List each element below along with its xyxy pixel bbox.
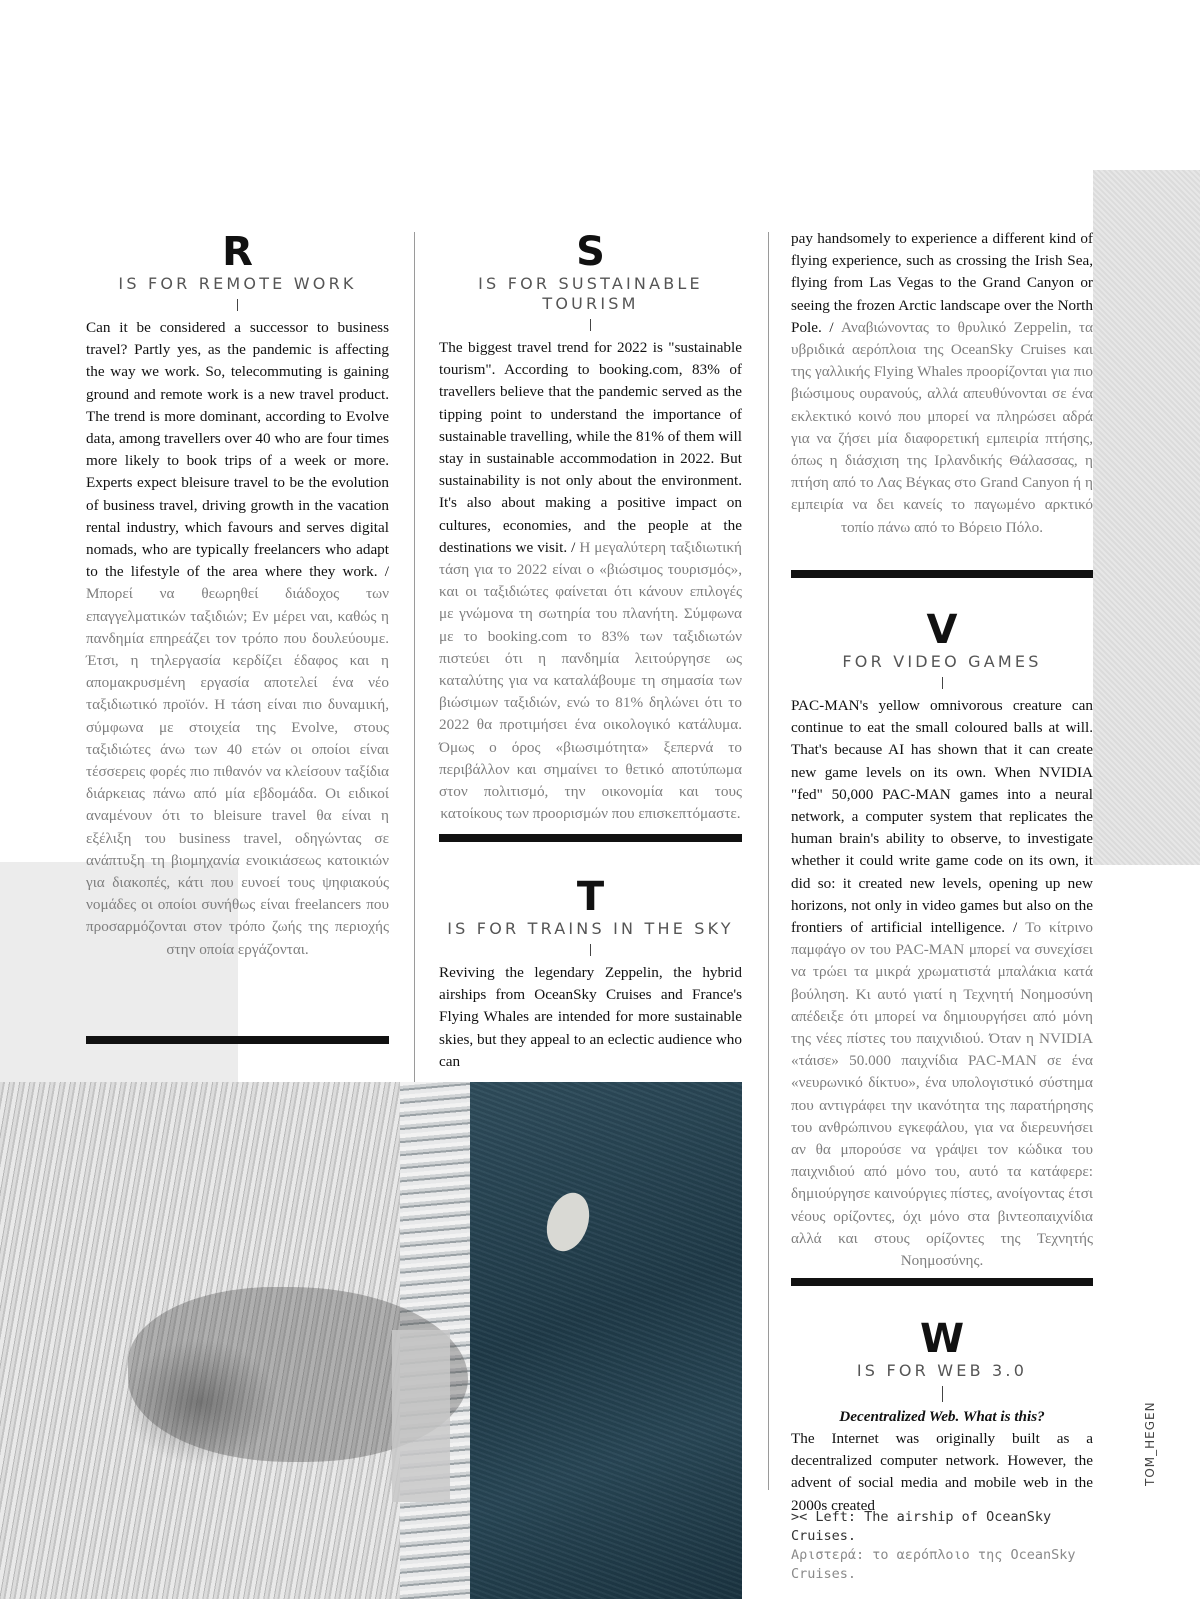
section-title: IS FOR SUSTAINABLE TOURISM [478, 274, 703, 313]
section-title: FOR VIDEO GAMES [842, 652, 1042, 671]
body-english: pay handsomely to experience a different kind of flying experience, such as crossing the Irish Sea, flying from Las Vegas to the Grand Canyon or seeing the frozen Arctic landscape over the North Pole. [791, 230, 1093, 336]
body-greek: Το κίτρινο παμφάγο ον του PAC-MAN μπορεί να συνεχίσει να τρώει τα μικρά χρωματιστά μπαλάκια κατά βούληση. Κι αυτό γιατί η Τεχνητή Νοημοσύνη απέδειξε ότι μπορεί να δημιουργήσει από μόνη της νέες πίστες του παιχνιδιού. Όταν η NVIDIA «τάισε» 50.000 παιχνίδια PAC-MAN σε ένα «νευρωνικό δίκτυο», ένα υπολογιστικό σύστημα που αντιγράφει την ικανότητα της παρατήρησης του ανθρώπινου εγκεφάλου, για να διερευνήσει αν θα μπορούσε να γράψει τον κώδικα του παιχνιδιού από μόνο του, αυτό τα κατάφερε: δημιούργησε καινούργιες πίστες, ανοίγοντας έτσι νέους ορίζοντες, όχι μόνο στα βιντεοπαιχνίδια αλλά και στους ορίζοντες της Τεχνητής Νοημοσύνης. [791, 919, 1094, 1270]
title-divider [590, 944, 591, 956]
section-title: IS FOR TRAINS IN THE SKY [447, 919, 734, 938]
language-separator: / [384, 563, 389, 581]
decorative-grey-panel [392, 1330, 450, 1502]
caption-greek: Αριστερά: το αερόπλοιο της OceanSky Cruises. [791, 1547, 1076, 1582]
section-subhead: Decentralized Web. What is this? [839, 1408, 1045, 1425]
section-body-continued [439, 962, 742, 1073]
section-end-bar [439, 834, 742, 842]
section-t-continuation [791, 228, 1093, 539]
section-w [791, 1317, 1093, 1517]
body-english: PAC-MAN's yellow omnivorous creature can continue to eat the small coloured balls at will. That's because AI has shown that it can create new game levels on its own. When NVIDIA "fed" 50,000 PAC-MAN games into a neural network, a computer system that replicates the human brain's ability to observe, to investigate whether it could write game code on its own, it did so: it created new levels, opening up new horizons, not only in video games but also on the frontiers of artificial intelligence. [791, 697, 1093, 937]
section-end-bar [86, 1036, 389, 1044]
section-letter: W [919, 1316, 965, 1362]
section-v [791, 608, 1093, 1272]
body-greek: Μπορεί να θεωρηθεί διάδοχος των επαγγελματικών ταξιδιών; Εν μέρει ναι, καθώς η πανδημία επηρεάζει τον τρόπο που δουλεύουμε. Έτσι, η τηλεργασία κερδίζει έδαφος και η απομακρυσμένη εργασία αποτελεί ένα νέο ταξιδιωτικό προϊόν. Η τάση είναι πιο δυναμική, σύμφωνα με στοιχεία της Evolve, στους ταξιδιώτες άνω των 40 ετών οι οποίοι είναι τέσσερεις φορές πιο πιθανόν να κλείσουν ταξίδια διάρκειας πάνω από μία εβδομάδα. Οι ειδικοί αναμένουν ότι το bleisure travel θα είναι η εξέλιξη του business travel, οδηγώντας σε ανάπτυξη τη βιομηχανία ενοικιάσεως κατοικιών για διακοπές, κάτι που ευνοεί τους ψηφιακούς νομάδες οι οποίοι συνήθως είναι freelancers που προσαρμόζονται στον τρόπο ζωής της περιοχής στην οποία εργάζονται. [86, 585, 389, 958]
body-english: Can it be considered a successor to business travel? Partly yes, as the pandemic is affecting the way we work. So, telecommuting is gaining ground and remote work is a new travel product. The trend is more dominant, according to Evolve data, among travellers over 40 who are four times more likely to book trips of a week or more. Experts expect bleisure travel to be the evolution of business travel, driving growth in the vacation rental industry, which favours and serves digital nomads, who are typically freelancers who adapt to the lifestyle of the area where they work. [86, 319, 389, 581]
title-divider [237, 299, 238, 311]
language-separator: / [1013, 919, 1018, 937]
column-rule [414, 232, 415, 1084]
section-end-bar [791, 570, 1093, 578]
section-letter: T [576, 874, 605, 920]
section-r [86, 230, 389, 961]
section-s [439, 230, 742, 825]
title-divider [942, 677, 943, 689]
body-english: The Internet was originally built as a decentralized computer network. However, the advent of social media and mobile web in the 2000s created [791, 1430, 1093, 1514]
caption-english: >< Left: The airship of OceanSky Cruises. [791, 1509, 1052, 1544]
section-body [439, 337, 742, 825]
section-body [791, 1428, 1093, 1517]
section-title: IS FOR WEB 3.0 [856, 1361, 1028, 1380]
section-body [86, 317, 389, 961]
language-separator: / [571, 538, 576, 556]
section-t [439, 875, 742, 1073]
section-letter: V [926, 607, 958, 653]
dark-water-area [470, 1082, 742, 1599]
body-greek: Αναβιώνοντας το θρυλικό Zeppelin, τα υβριδικά αερόπλοια της OceanSky Cruises και της γαλλικής Flying Whales προορίζονται για πιο βιώσιμους ουρανούς, αλλά απευθύνονται σε ένα εκλεκτικό κοινό που μπορεί να πληρώσει αδρά για να ζήσει μία διαφορετική εμπειρία πτήσης, όπως η διάσχιση της Ιρλανδικής Θάλασσας, η πτήση από το Λας Βέγκας στο Grand Canyon ή η εμπειρία να δει κανείς το παγωμένο αρκτικό τοπίο πάνω από το Βόρειο Πόλο. [791, 318, 1093, 536]
title-divider [942, 1386, 943, 1402]
aerial-photo [0, 1082, 742, 1599]
body-english: Reviving the legendary Zeppelin, the hybrid airships from OceanSky Cruises and France's Flying Whales are intended for more sustainable skies, but they appeal to an eclectic audience who can [439, 964, 742, 1070]
section-letter: R [222, 229, 253, 275]
section-letter: S [576, 229, 605, 275]
section-title: IS FOR REMOTE WORK [118, 274, 357, 293]
section-end-bar [791, 1278, 1093, 1286]
language-separator: / [829, 318, 834, 336]
section-body [791, 695, 1093, 1272]
body-english: The biggest travel trend for 2022 is "sustainable tourism". According to booking.com, 83% of travellers believe that the pandemic served as the tipping point to understand the importance of sustainable travelling, while the 81% of them will stay in sustainable accommodation in 2022. But sustainability is not only about the environment. It's also about making a positive impact on cultures, economies, and the people at the destinations we visit. [439, 339, 742, 556]
photo-credit: TOM_HEGEN [1143, 1401, 1157, 1486]
column-rule [768, 232, 769, 1490]
title-divider [590, 319, 591, 331]
photo-caption [791, 1508, 1111, 1584]
body-greek: Η μεγαλύτερη ταξιδιωτική τάση για το 2022 είναι ο «βιώσιμος τουρισμός», και οι ταξιδιώτες φαίνεται ότι κάνουν επιλογές με γνώμονα τη σωτηρία του πλανήτη. Σύμφωνα με το booking.com το 83% των ταξιδιωτών πιστεύει ότι η πανδημία λειτούργησε ως καταλύτης για να καταλάβουμε τη σημασία των βιώσιμων ταξιδιών, ενώ το 81% δηλώνει ότι το 2022 θα προτιμήσει ένα οικολογικό κατάλυμα. Όμως ο όρος «βιωσιμότητα» ξεπερνά το περιβάλλον και σημαίνει το θετικό αποτύπωμα στον πολιτισμό, την οικονομία και τους κατοίκους των προορισμών που επισκεπτόμαστε. [439, 538, 742, 823]
decorative-grey-panel [1093, 170, 1200, 865]
